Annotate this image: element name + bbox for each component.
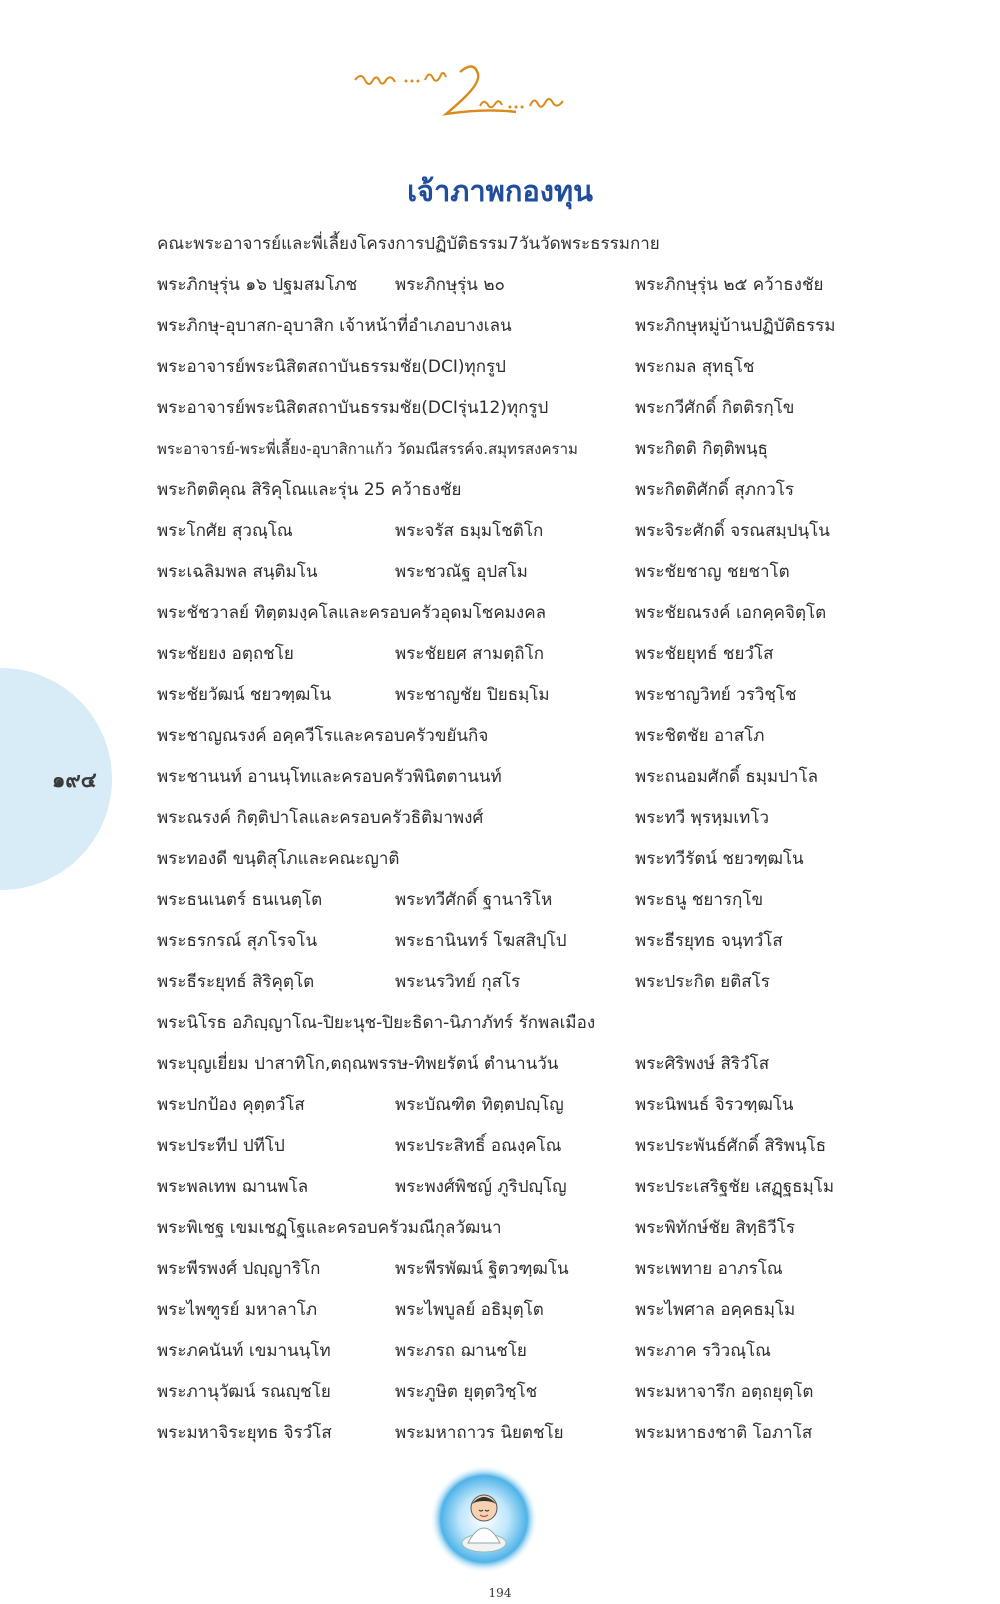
- donor-name: พระกวีศักดิ์ กิตติรกฺโข: [635, 398, 795, 418]
- donor-row: [0, 721, 1000, 751]
- donor-name: พระมหาจารึก อตฺถยุตฺโต: [635, 1382, 814, 1402]
- donor-row: [0, 844, 1000, 874]
- donor-name: พระชานนท์ อานนฺโทและครอบครัวพินิตตานนท์: [157, 767, 502, 787]
- donor-name: พระอาจารย์-พระพี่เลี้ยง-อุบาสิกาแก้ว วัดมณีสรรค์จ.สมุทรสงคราม: [157, 440, 578, 458]
- donor-name: พระกมล สุทธุโช: [635, 357, 755, 377]
- donor-name: พระบัณฑิต ทิตฺตปญฺโญ: [395, 1095, 564, 1115]
- donor-name: พระภิกษุหมู่บ้านปฏิบัติธรรม: [635, 316, 836, 336]
- donor-name: พระมหาถาวร นิยตชโย: [395, 1423, 564, 1443]
- donor-name: พระธีรยุทธ จนฺทวํโส: [635, 931, 783, 951]
- donor-name: พระประเสริฐชัย เสฏฺฐธมฺโม: [635, 1177, 835, 1197]
- donor-row: [0, 516, 1000, 546]
- donor-name: พระชัยยง อตฺถชโย: [157, 644, 294, 664]
- donor-row: [0, 926, 1000, 956]
- donor-name: พระกิตติคุณ สิริคุโณและรุ่น 25 คว้าธงชัย: [157, 480, 462, 500]
- donor-name: พระภานุวัฒน์ รณญฺชโย: [157, 1382, 331, 1402]
- donor-row: [0, 885, 1000, 915]
- donor-name: พระมหาธงชาติ โอภาโส: [635, 1423, 813, 1443]
- donor-name: พระอาจารย์พระนิสิตสถาบันธรรมชัย(DCIรุ่น12)ทุกรูป: [157, 398, 549, 418]
- donor-row: [0, 803, 1000, 833]
- donor-name: พระภิกษุรุ่น ๒๐: [395, 275, 505, 295]
- donor-name: พระภาค รวิวณฺโณ: [635, 1341, 771, 1361]
- donor-name: พระอาจารย์พระนิสิตสถาบันธรรมชัย(DCI)ทุกรูป: [157, 357, 506, 377]
- donor-row: [0, 475, 1000, 505]
- donor-row: [0, 1090, 1000, 1120]
- donor-name: พระชาญวิทย์ วรวิชฺโช: [635, 685, 797, 705]
- donor-name: พระชาญณรงค์ อคฺควีโรและครอบครัวขยันกิจ: [157, 726, 489, 746]
- donor-name: พระภูษิต ยุตฺตวิชฺโช: [395, 1382, 538, 1402]
- donor-row: [0, 311, 1000, 341]
- donor-row: [0, 1008, 1000, 1038]
- donor-name: พระพิทักษ์ชัย สิทฺธิวีโร: [635, 1218, 796, 1238]
- page-title: เจ้าภาพกองทุน: [407, 174, 593, 208]
- donor-name: พระไพฑูรย์ มหาลาโภ: [157, 1300, 318, 1320]
- donor-name: พระชัยชาญ ชยชาโต: [635, 562, 790, 582]
- donor-name: พระปกป้อง คุตฺตวํโส: [157, 1095, 305, 1115]
- donor-row: [0, 1172, 1000, 1202]
- donor-row: [0, 680, 1000, 710]
- donor-name: พระชวณัฐ อุปสโม: [395, 562, 528, 582]
- donor-row: [0, 270, 1000, 300]
- donor-row: [0, 1418, 1000, 1448]
- donor-name: พระเพทาย อาภรโณ: [635, 1259, 783, 1279]
- donor-row: [0, 762, 1000, 792]
- donor-name: พระณรงค์ กิตฺติปาโลและครอบครัวธิติมาพงศ์: [157, 808, 484, 828]
- donor-name: พระโกศัย สุวณฺโณ: [157, 521, 293, 541]
- donor-name: พระประทีป ปทีโป: [157, 1136, 285, 1156]
- donor-name: พระประสิทธิ์ อณงฺคโณ: [395, 1136, 562, 1156]
- donor-name: พระทวีรัตน์ ชยวฑฺฒโน: [635, 849, 804, 869]
- donor-name: พระชัยยศ สามตฺถิโก: [395, 644, 545, 664]
- donor-name: พระกิตติศักดิ์ สุภกวโร: [635, 480, 795, 500]
- meditating-boy-icon: [428, 1463, 540, 1575]
- donor-name: พระภคนันท์ เขมานนฺโท: [157, 1341, 331, 1361]
- donor-name: พระธานินทร์ โฆสสิปฺโป: [395, 931, 567, 951]
- donor-name: พระชัยณรงค์ เอกคฺคจิตฺโต: [635, 603, 827, 623]
- donor-name: พระกิตติ กิตฺติพนฺธุ: [635, 439, 768, 459]
- donor-name: พระไพศาล อคฺคธมฺโม: [635, 1300, 796, 1320]
- donor-row: [0, 1131, 1000, 1161]
- side-page-number: ๑๙๔: [52, 768, 97, 792]
- donor-name: พระชัยวัฒน์ ชยวฑฺฒโน: [157, 685, 332, 705]
- page-number: 194: [488, 1586, 512, 1600]
- donor-name: พระชัชวาลย์ ทิตฺตมงฺคโลและครอบครัวอุดมโชคมงคล: [157, 603, 546, 623]
- donor-name: พระมหาจิระยุทธ จิรวํโส: [157, 1423, 332, 1443]
- donor-row: [0, 557, 1000, 587]
- donor-name: พระภรถ ฌานชโย: [395, 1341, 527, 1361]
- donor-name: พระภิกษุรุ่น ๑๖ ปฐมสมโภช: [157, 275, 358, 295]
- donor-row: [0, 598, 1000, 628]
- donor-name: พระถนอมศักดิ์ ธมฺมปาโล: [635, 767, 818, 787]
- donor-row: [0, 352, 1000, 382]
- donor-row: [0, 1049, 1000, 1079]
- donor-name: พระบุญเยี่ยม ปาสาทิโก,ตฤณพรรษ-ทิพยรัตน์ ตำนานวัน: [157, 1054, 559, 1074]
- donor-name: พระพงศ์พิชญ์ ภูริปญฺโญ: [395, 1177, 567, 1197]
- donor-name: พระจรัส ธมฺมโชติโก: [395, 521, 544, 541]
- donor-row: [0, 1295, 1000, 1325]
- donor-name: พระศิริพงษ์ สิริวํโส: [635, 1054, 770, 1074]
- donor-name: พระนรวิทย์ กุสโร: [395, 972, 521, 992]
- donor-name: พระธีระยุทธ์ สิริคุตฺโต: [157, 972, 315, 992]
- donor-name: พระทวี พฺรหฺมเทโว: [635, 808, 770, 828]
- donor-name: พระประกิต ยติสโร: [635, 972, 770, 992]
- donor-name: พระภิกษุรุ่น ๒๕ คว้าธงชัย: [635, 275, 824, 295]
- donor-name: พระพีรพงศ์ ปญฺญาริโก: [157, 1259, 321, 1279]
- donor-name: พระธนู ชยารกฺโข: [635, 890, 764, 910]
- donor-group-heading: คณะพระอาจารย์และพี่เลี้ยงโครงการปฏิบัติธรรม7วันวัดพระธรรมกาย: [157, 234, 660, 254]
- donor-row: [0, 1377, 1000, 1407]
- donor-name: พระชัยยุทธ์ ชยวํโส: [635, 644, 774, 664]
- donor-row: [0, 1254, 1000, 1284]
- donor-name: พระทวีศักดิ์ ฐานาริโห: [395, 890, 553, 910]
- donor-name: พระชิตชัย อาสโภ: [635, 726, 765, 746]
- donor-row: [0, 1336, 1000, 1366]
- donor-name: พระภิกษุ-อุบาสก-อุบาสิก เจ้าหน้าที่อำเภอบางเลน: [157, 316, 512, 336]
- donor-name: พระทองดี ขนฺติสุโภและคณะญาติ: [157, 849, 400, 869]
- donor-name: พระพีรพัฒน์ ฐิตวฑฺฒโน: [395, 1259, 569, 1279]
- donor-name: พระชาญชัย ปิยธมฺโม: [395, 685, 550, 705]
- donor-name: พระพลเทพ ฌานพโล: [157, 1177, 309, 1197]
- donor-name: พระนิโรธ อภิญฺญาโณ-ปิยะนุช-ปิยะธิดา-นิภาภัทร์ รักพลเมือง: [157, 1013, 596, 1033]
- donor-name: พระเฉลิมพล สนฺติมโน: [157, 562, 318, 582]
- donor-row: [0, 967, 1000, 997]
- donor-name: พระพิเชฐ เขมเชฏฺโฐและครอบครัวมณีกุลวัฒนา: [157, 1218, 502, 1238]
- donor-name: พระนิพนธ์ จิรวฑฺฒโน: [635, 1095, 794, 1115]
- donor-name: พระจิระศักดิ์ จรณสมฺปนฺโน: [635, 521, 830, 541]
- donor-name: พระประพันธ์ศักดิ์ สิริพนฺโธ: [635, 1136, 827, 1156]
- donor-row: [0, 393, 1000, 423]
- donor-name: พระไพบูลย์ อธิมุตฺโต: [395, 1300, 544, 1320]
- donor-row: [0, 639, 1000, 669]
- donor-row: [0, 1213, 1000, 1243]
- donor-row: [0, 434, 1000, 464]
- donor-name: พระธนเนตร์ ธนเนตฺโต: [157, 890, 323, 910]
- donor-name: พระธรกรณ์ สุภโรจโน: [157, 931, 318, 951]
